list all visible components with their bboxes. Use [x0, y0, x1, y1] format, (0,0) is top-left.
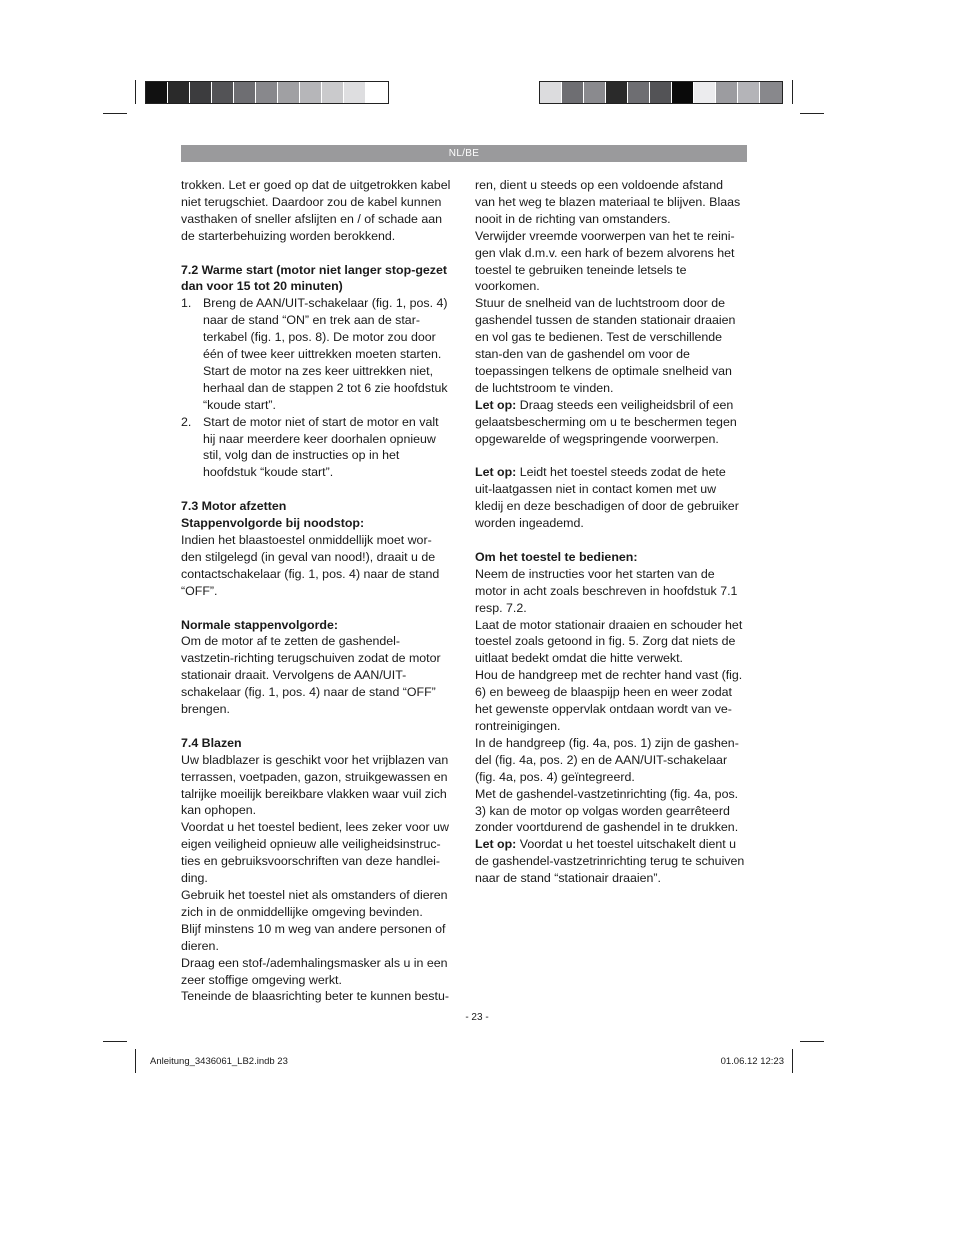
color-swatch — [256, 82, 278, 103]
color-swatch — [190, 82, 212, 103]
emergency-stop-text: Indien het blaastoestel onmiddellijk moet wor-den stilgelegd (in geval van nood!), draait u de contactschakelaar (fig. 1, pos. 4) naar de stand “OFF”. — [181, 533, 440, 598]
section-7-4-title: 7.4 Blazen — [181, 735, 242, 750]
warning-label: Let op: — [475, 465, 517, 480]
color-swatch — [278, 82, 300, 103]
color-swatch — [628, 82, 650, 103]
normal-stop-subtitle: Normale stappenvolgorde: — [181, 617, 338, 632]
color-swatch — [694, 82, 716, 103]
warning-paragraph — [475, 397, 745, 448]
warning-label: Let op: — [475, 837, 517, 852]
footer-date: 01.06.12 12:23 — [720, 1056, 784, 1067]
list-number: 1. — [181, 296, 192, 311]
intro-paragraph: trokken. Let er goed op dat de uitgetrokken kabel niet terugschiet. Daardoor zou de kabel kunnen vasthaken of sneller afslijten en / of schade aan de starterbehuizing worden berokkend. — [181, 178, 451, 243]
color-swatch — [716, 82, 738, 103]
color-swatch — [606, 82, 628, 103]
crop-mark — [792, 80, 793, 104]
list-text: Breng de AAN/UIT-schakelaar (fig. 1, pos. 4) naar de stand “ON” en trek aan de star-terkabel (fig. 1, pos. 8). De motor zou door één of twee keer uittrekken moeten starten. Start de motor na zes keer uittrekken niet, herhaal dan de stappen 2 tot 6 zie hoofdstuk “koude start”. — [203, 296, 448, 412]
color-swatch — [212, 82, 234, 103]
paragraph: Uw bladblazer is geschikt voor het vrijblazen van terrassen, voetpaden, gazon, struikgewassen en talrijke moeilijk bereikbare vlakken waar vuil zich kan ophopen. — [181, 752, 449, 818]
paragraph: ren, dient u steeds op een voldoende afstand van het weg te blazen materiaal te blijven. Blaas nooit in de richting van omstanders. — [475, 178, 741, 226]
warning-paragraph — [475, 836, 745, 887]
crop-mark — [800, 1041, 824, 1042]
paragraph: In de handgreep (fig. 4a, pos. 1) zijn de gashen-del (fig. 4a, pos. 2) en de AAN/UIT-schakelaar (fig. 4a, pos. 4) geïntegreerd. — [475, 735, 739, 784]
paragraph: Stuur de snelheid van de luchtstroom door de gashendel tussen de standen stationair draaien en vol gas te bedienen. Test de verschillende stan-den van de gashendel om voor de toepassingen telkens de optimale snelheid van de luchtstroom te vinden. — [475, 296, 736, 395]
color-swatch — [562, 82, 584, 103]
crop-mark — [135, 80, 136, 104]
page-number: - 23 - — [465, 1012, 489, 1023]
warning-text: Leidt het toestel steeds zodat de hete uit-laatgassen niet in contact komen met uw kledij en deze beschadigen of door de gebruiker worden ingeademd. — [475, 465, 739, 531]
list-item — [181, 414, 451, 482]
color-swatch — [760, 82, 782, 103]
crop-mark — [103, 113, 127, 114]
color-swatch — [322, 82, 344, 103]
warning-text: Voordat u het toestel uitschakelt dient u de gashendel-vastzetrinrichting terug te schuiven naar de stand “stationair draaien”. — [475, 837, 745, 886]
color-swatch — [300, 82, 322, 103]
left-column — [181, 177, 451, 1005]
section-7-2-title — [181, 262, 451, 296]
list-text: Start de motor niet of start de motor en valt hij naar meerdere keer doorhalen opnieuw stil, volg dan de instructies op in het hoofdstuk “koude start”. — [203, 414, 439, 480]
color-swatch — [234, 82, 256, 103]
warning-paragraph — [475, 464, 745, 532]
color-swatch — [168, 82, 190, 103]
list-number: 2. — [181, 414, 192, 429]
language-header: NL/BE — [181, 145, 747, 162]
section-7-3-title: 7.3 Motor afzetten — [181, 499, 287, 514]
paragraph: Laat de motor stationair draaien en schouder het toestel zoals getoond in fig. 5. Zorg dat niets de uitlaat bedekt omdat die hitte verwekt. — [475, 617, 743, 666]
color-bar-left — [145, 81, 389, 104]
color-swatch — [366, 82, 388, 103]
color-swatch — [738, 82, 760, 103]
warning-label: Let op: — [475, 397, 517, 412]
right-column — [475, 177, 745, 887]
paragraph: Hou de handgreep met de rechter hand vast (fig. 6) en beweeg de blaaspijp heen en weer zodat het gewenste oppervlak ontdaan wordt van ve-rontreinigingen. — [475, 668, 743, 733]
color-swatch — [146, 82, 168, 103]
paragraph: Met de gashendel-vastzetinrichting (fig. 4a, pos. 3) kan de motor op volgas worden gearrêteerd zonder voortdurend de gashendel in te drukken. — [475, 786, 739, 835]
paragraph: Neem de instructies voor het starten van de motor in acht zoals beschreven in hoofdstuk 7.1 resp. 7.2. — [475, 566, 738, 615]
paragraph: Teneinde de blaasrichting beter te kunnen bestu- — [181, 989, 449, 1004]
list-item — [181, 295, 451, 413]
paragraph: Draag een stof-/ademhalingsmasker als u in een zeer stoffige omgeving werkt. — [181, 955, 448, 987]
paragraph: Verwijder vreemde voorwerpen van het te reini-gen vlak d.m.v. een hark of bezem alvorens het toestel te gebruiken teneinde letsels te voorkomen. — [475, 228, 735, 294]
color-swatch — [344, 82, 366, 103]
color-swatch — [672, 82, 694, 103]
paragraph: Blijf minstens 10 m weg van andere personen of dieren. — [181, 921, 446, 953]
color-bar-right — [539, 81, 783, 104]
crop-mark — [103, 1041, 127, 1042]
operate-title: Om het toestel te bedienen: — [475, 549, 638, 564]
crop-mark — [792, 1049, 793, 1073]
paragraph: Gebruik het toestel niet als omstanders of dieren zich in de onmiddellijke omgeving bevinden. — [181, 888, 448, 919]
crop-mark — [800, 113, 824, 114]
emergency-stop-subtitle: Stappenvolgorde bij noodstop: — [181, 516, 365, 531]
crop-mark — [135, 1049, 136, 1073]
footer-file: Anleitung_3436061_LB2.indb 23 — [150, 1056, 288, 1067]
paragraph: Voordat u het toestel bedient, lees zeker voor uw eigen veiligheid opnieuw alle veiligheidsinstruc-ties en gebruiksvoorschriften van deze handlei-ding. — [181, 820, 449, 886]
color-swatch — [584, 82, 606, 103]
color-swatch — [650, 82, 672, 103]
color-swatch — [540, 82, 562, 103]
warning-text: Draag steeds een veiligheidsbril of een gelaatsbescherming om u te beschermen tegen opgewarelde of wegspringende voorwerpen. — [475, 397, 737, 446]
normal-stop-text: Om de motor af te zetten de gashendel-vastzetin-richting terugschuiven zodat de motor stationair draait. Vervolgens de AAN/UIT-schakelaar (fig. 1, pos. 4) naar de stand “OFF” brengen. — [181, 634, 441, 717]
section-title-text: 7.2 Warme start (motor niet langer stop-gezet dan voor 15 tot 20 minuten) — [181, 262, 447, 294]
